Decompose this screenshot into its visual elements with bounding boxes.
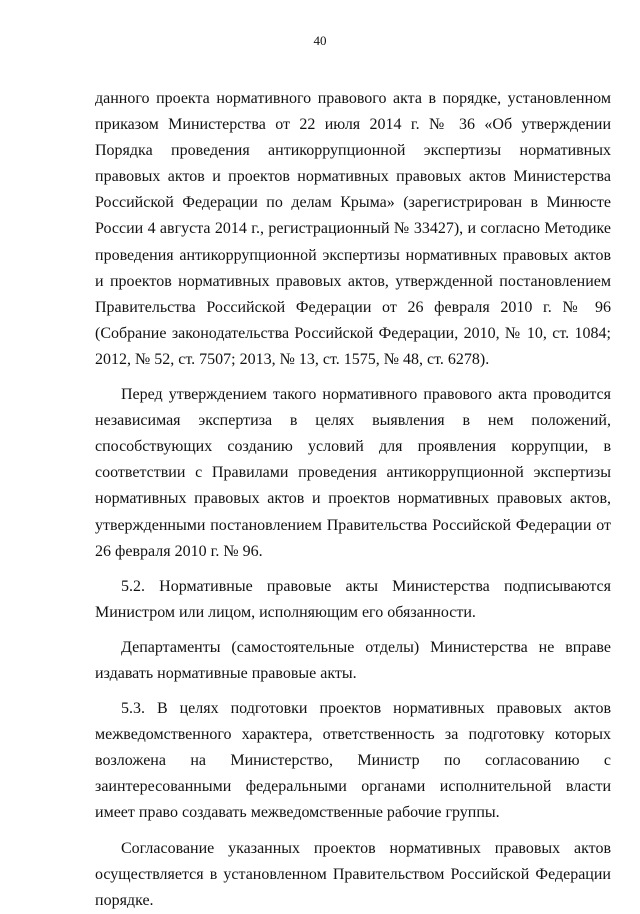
paragraph-approval: Согласование указанных проектов нормативных правовых актов осуществляется в установленном Правительством Российской Федерации порядке. [95,839,611,909]
paragraph-departments: Департаменты (самостоятельные отделы) Министерства не вправе издавать нормативные правовые акты. [95,638,611,682]
page-number: 40 [313,33,327,48]
document-body [95,86,611,914]
paragraph-5-2: 5.2. Нормативные правовые акты Министерства подписываются Министром или лицом, исполняющим его обязанности. [95,577,611,621]
paragraph-continuation: данного проекта нормативного правового акта в порядке, установленном приказом Министерства от 22 июля 2014 г. № 36 «Об утверждении Порядка проведения антикоррупционной экспертизы нормативных правовых актов и проектов нормативных правовых актов Министерства Российской Федерации по делам Крыма» (зарегистрирован в Минюсте России 4 августа 2014 г., регистрационный № 33427), и согласно Методике проведения антикоррупционной экспертизы нормативных правовых актов и проектов нормативных правовых актов, утвержденной постановлением Правительства Российской Федерации от 26 февраля 2010 г. № 96 (Собрание законодательства Российской Федерации, 2010, № 10, ст. 1084; 2012, № 52, ст. 7507; 2013, № 13, ст. 1575, № 48, ст. 6278). [95,90,611,368]
paragraph-5-3: 5.3. В целях подготовки проектов нормативных правовых актов межведомственного характера, ответственность за подготовку которых возложена на Министерство, Министр по согласованию с заинтересованными федеральными органами исполнительной власти имеет право создавать межведомственные рабочие группы. [95,700,611,822]
paragraph-independent-expertise: Перед утверждением такого нормативного правового акта проводится независимая экспертиза в целях выявления в нем положений, способствующих созданию условий для проявления коррупции, в соответствии с Правилами проведения антикоррупционной экспертизы нормативных правовых актов и проектов нормативных правовых актов, утвержденными постановлением Правительства Российской Федерации от 26 февраля 2010 г. № 96. [95,386,611,560]
